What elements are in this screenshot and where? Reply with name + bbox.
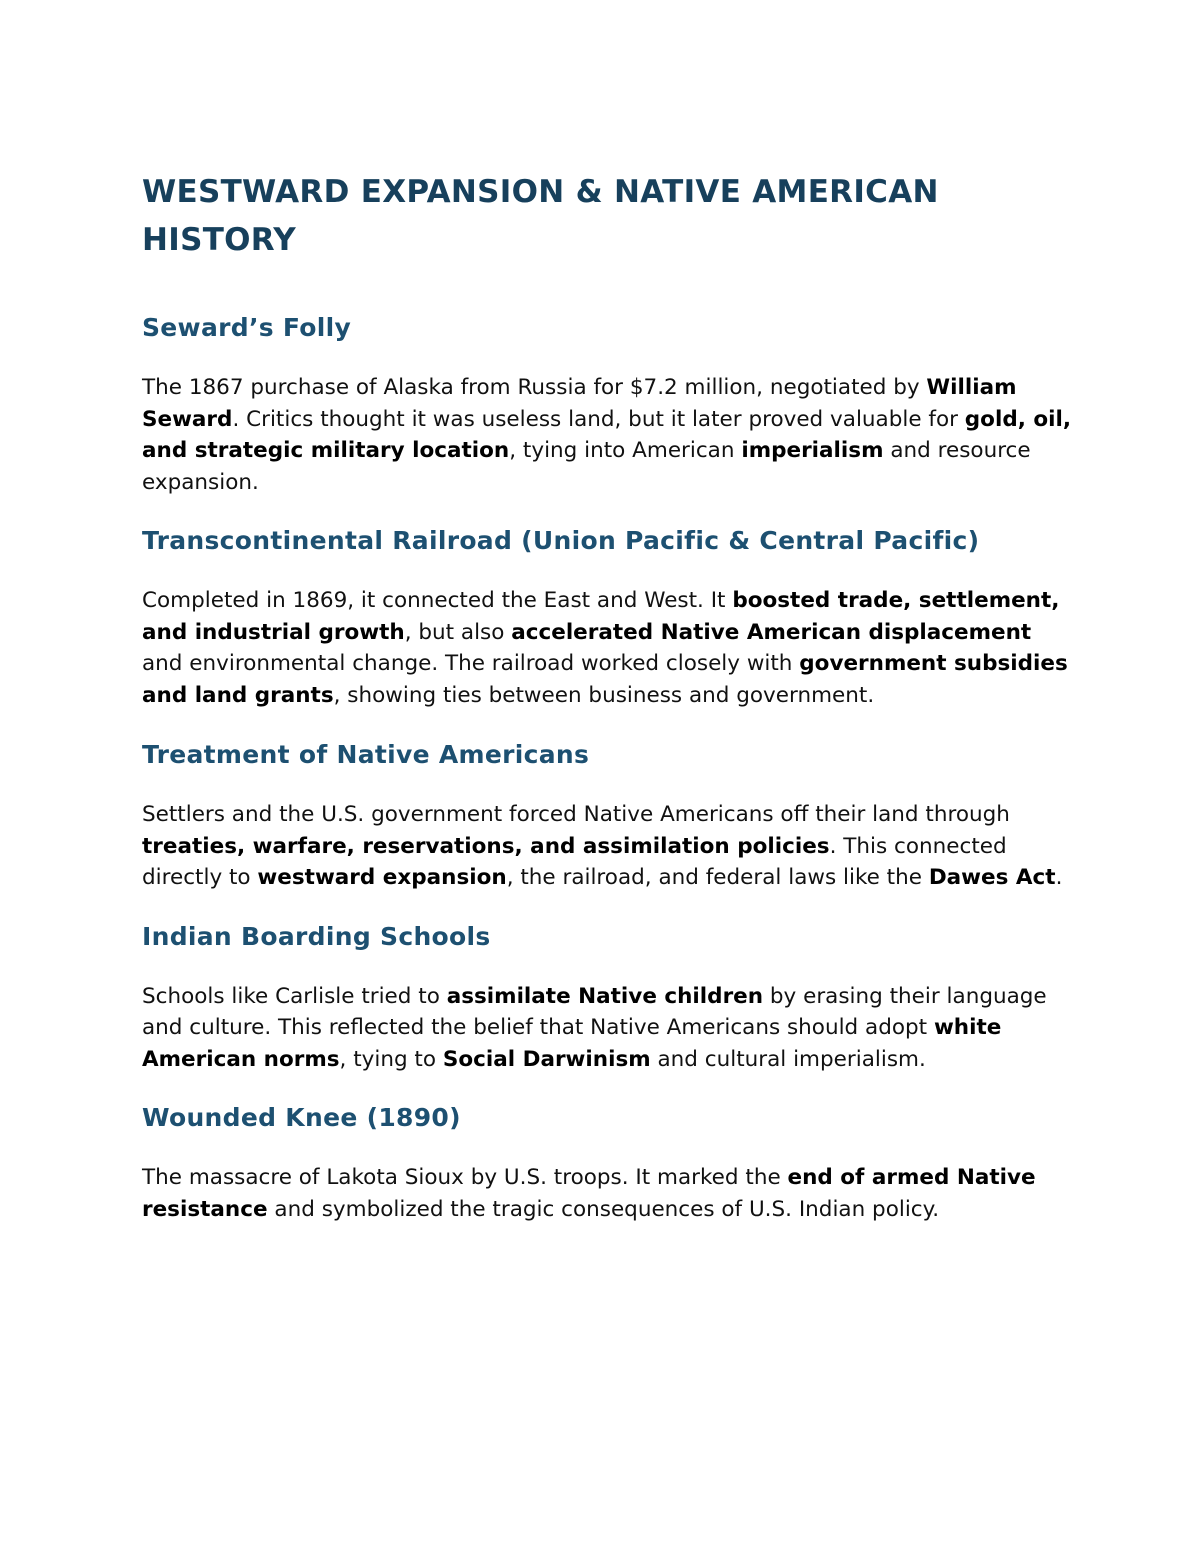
text-run: Completed in 1869, it connected the East and West. It: [142, 588, 733, 613]
text-run: . This connected directly to: [142, 833, 1007, 890]
section-body: [142, 1162, 1072, 1225]
bold-term: boosted trade, settlement, and industrial growth: [142, 588, 1060, 645]
section-body: [142, 799, 1072, 894]
text-run: and symbolized the tragic consequences of U.S. Indian policy.: [267, 1196, 940, 1222]
document-page: [142, 168, 1072, 1225]
document-title: WESTWARD EXPANSION & NATIVE AMERICAN HISTORY: [142, 174, 939, 258]
section-heading: Treatment of Native Americans: [142, 740, 590, 769]
text-run: and cultural imperialism.: [650, 1046, 926, 1072]
section-heading: Seward’s Folly: [142, 313, 352, 342]
bold-term: end of armed Native resistance: [142, 1165, 1036, 1222]
text-run: . Critics thought it was useless land, but it later proved valuable for: [232, 406, 965, 432]
text-run: , showing ties between business and government.: [333, 682, 875, 708]
text-run: by erasing their language and culture. This reflected the belief that Native Americans should adopt: [142, 983, 1047, 1040]
text-run: , but also: [404, 619, 512, 645]
section-transcontinental-railroad: [142, 525, 1072, 711]
bold-term: government subsidies and land grants: [142, 651, 1068, 708]
bold-term: westward expansion: [257, 865, 507, 890]
text-run: , the railroad, and federal laws like the: [506, 865, 929, 890]
section-heading: Wounded Knee (1890): [142, 1103, 461, 1132]
text-run: .: [1055, 865, 1063, 890]
bold-term: Social Darwinism: [442, 1046, 651, 1072]
section-wounded-knee: [142, 1102, 1072, 1225]
bold-term: gold, oil, and strategic military location: [142, 406, 1072, 463]
section-body: [142, 372, 1072, 498]
text-run: The massacre of Lakota Sioux by U.S. troops. It marked the: [142, 1165, 788, 1190]
bold-term: white American norms: [142, 1015, 1002, 1072]
text-run: and resource expansion.: [142, 438, 1031, 495]
text-run: The 1867 purchase of Alaska from Russia for $7.2 million, negotiated by: [142, 375, 927, 400]
bold-term: Dawes Act: [928, 865, 1056, 890]
section-indian-boarding-schools: [142, 921, 1072, 1076]
bold-term: imperialism: [741, 438, 884, 463]
text-run: , tying to: [339, 1046, 443, 1072]
section-sewards-folly: [142, 312, 1072, 498]
text-run: and environmental change. The railroad worked closely with: [142, 651, 800, 676]
bold-term: William Seward: [142, 375, 1017, 432]
text-run: , tying into American: [509, 438, 742, 463]
section-body: [142, 981, 1072, 1076]
text-run: Settlers and the U.S. government forced Native Americans off their land through: [142, 802, 1010, 827]
section-heading: Transcontinental Railroad (Union Pacific & Central Pacific): [142, 526, 980, 555]
section-heading: Indian Boarding Schools: [142, 921, 491, 951]
bold-term: treaties, warfare, reservations, and assimilation policies: [142, 833, 830, 859]
section-treatment-of-native-americans: [142, 739, 1072, 894]
section-body: [142, 585, 1072, 711]
bold-term: assimilate Native children: [446, 983, 764, 1009]
text-run: Schools like Carlisle tried to: [142, 983, 447, 1009]
bold-term: accelerated Native American displacement: [511, 619, 1032, 645]
